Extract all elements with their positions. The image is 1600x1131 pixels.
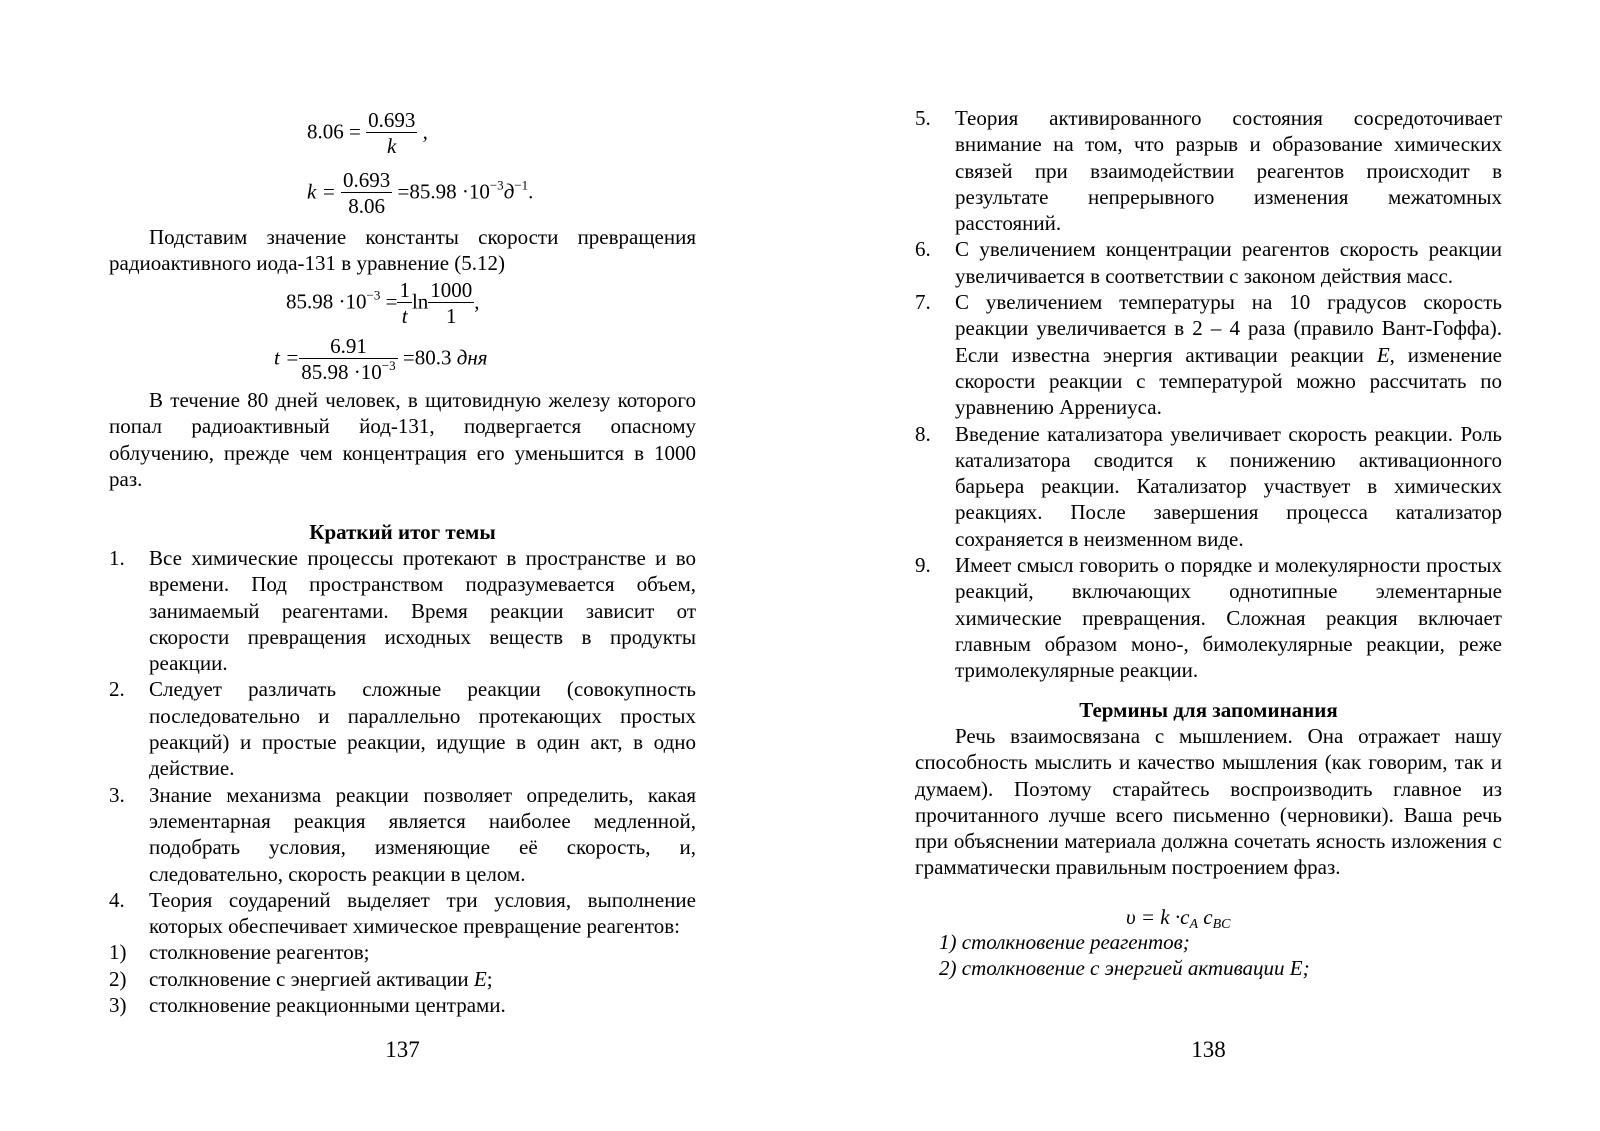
sub-list-item <box>109 966 696 992</box>
summary-list <box>109 545 696 1018</box>
list-item-text: Введение катализатора увеличивает скорость реакции. Роль катализатора сводится к понижению активационного барьера реакции. Катализатор участвует в химических реакциях. После завершения процесса катализатор сохраняется в неизменном виде. <box>955 421 1502 551</box>
sub-list-item-number: 3) <box>109 993 127 1018</box>
formula-2-unit: д <box>503 179 515 204</box>
list-item-text: Имеет смысл говорить о порядке и молекулярности простых реакций, включающих однотипные элементарные химические превращения. Сложная реакция включает главным образом моно-, бимолекулярные реакции, реже тримолекулярные реакции. <box>955 553 1502 683</box>
formula-2 <box>307 168 533 219</box>
formula-1-numerator: 0.693 <box>368 108 416 132</box>
formula-4-lhs: t = <box>274 345 300 370</box>
variable-e: E <box>1376 342 1390 367</box>
sub-list-item-text: столкновение реагентов; <box>149 940 370 965</box>
sub-list-item-text: столкновение реакционными центрами. <box>149 993 506 1018</box>
list-item-text-b: , изменение скорости реакции с температурой можно рассчитать по уравнению Аррениуса. <box>955 342 1503 420</box>
list-item-number: 6. <box>915 237 931 262</box>
list-item <box>109 782 696 887</box>
formula-3-exponent: −3 <box>366 287 381 303</box>
formula-2-unit-exponent: −1 <box>514 177 529 193</box>
list-item-number: 5. <box>915 106 931 130</box>
italic-line-2: 2) столкновение с энергией активации E; <box>939 956 1310 980</box>
italic-line-1: 1) столкновение реагентов; <box>939 930 1190 954</box>
formula-1-fraction <box>366 108 417 159</box>
rate-formula-lhs: υ = k ·c <box>1126 905 1190 929</box>
formula-3-denominator-2: 1 <box>446 304 457 328</box>
formula-3-fraction-2 <box>428 278 474 329</box>
left-page <box>109 0 696 1131</box>
list-item-text: С увеличением концентрации реагентов скорость реакции увеличивается в соответствии с законом действия масс. <box>955 237 1502 288</box>
rate-formula-subscript-bc: BC <box>1212 917 1231 932</box>
list-item-number: 3. <box>109 782 125 807</box>
list-item-number: 2. <box>109 677 125 702</box>
sub-list-item-text-main: столкновение с энергией активации <box>149 966 469 991</box>
formula-4 <box>274 334 488 385</box>
variable-e: E <box>473 966 487 991</box>
formula-3-numerator-1: 1 <box>399 278 410 302</box>
sub-list-item-number: 1) <box>109 940 127 965</box>
list-item-number: 9. <box>915 553 931 578</box>
list-item <box>915 236 1502 289</box>
sub-list-item <box>109 939 696 965</box>
paragraph-speech: Речь взаимосвязана с мышлением. Она отражает нашу способность мыслить и качество мышления (как говорим, так и думаем). Поэтому старайтесь воспроизводить главное из прочитанного лучше всего письменно (черновики). Ваша речь при объяснении материала должна сочетать ясность изложения с грамматически правильным построением фраз. <box>915 724 1502 880</box>
list-item <box>109 545 696 676</box>
formula-2-rhs: =85.98 ·10 <box>397 179 490 204</box>
formula-4-numerator: 6.91 <box>299 334 397 359</box>
list-item-number: 1. <box>109 546 125 570</box>
formula-3-ln: ln <box>411 289 429 314</box>
paragraph-conclusion: В течение 80 дней человек, в щитовидную железу которого попал радиоактивный йод-131, подвергается опасному облучению, прежде чем концентрация его уменьшится в 1000 раз. <box>109 388 696 491</box>
sub-list-item-text <box>149 966 696 992</box>
formula-4-unit: дня <box>456 345 488 370</box>
sub-list-item-number: 2) <box>109 966 127 991</box>
formula-1-tail: , <box>422 119 428 144</box>
list-item-text: Следует различать сложные реакции (совокупность последовательно и параллельно протекающих простых реакций) и простые реакции, идущие в один акт, в одно действие. <box>149 677 696 781</box>
sub-list-item <box>109 992 696 1018</box>
right-page <box>915 0 1502 1131</box>
formula-3-denominator-1: t <box>401 304 408 328</box>
list-item <box>915 105 1502 236</box>
formula-4-denominator-base: 85.98 ·10 <box>301 360 382 384</box>
formula-2-numerator: 0.693 <box>343 168 391 192</box>
list-item <box>915 552 1502 683</box>
page-number: 137 <box>385 1037 420 1062</box>
heading-terms: Термины для запоминания <box>1079 698 1338 722</box>
list-item-text: Теория активированного состояния сосредоточивает внимание на том, что разрыв и образование химических связей при взаимодействии реагентов происходит в результате непрерывного изменения межатомных расстояний. <box>955 106 1502 236</box>
list-item-text <box>955 289 1502 420</box>
list-item-text-a: С увеличением температуры на 10 градусов скорость реакции увеличивается в 2 – 4 раза (правило Вант-Гоффа). Если известна энергия активации реакции <box>955 290 1502 367</box>
rate-formula <box>1126 905 1230 930</box>
sub-list-item-tail: ; <box>486 966 493 991</box>
heading-summary: Краткий итог темы <box>309 520 496 544</box>
list-item-text: Знание механизма реакции позволяет определить, какая элементарная реакция является наиболее медленной, подобрать условия, изменяющие её скорость, и, следовательно, скорость реакции в целом. <box>149 782 696 886</box>
formula-2-lhs: k = <box>307 179 336 204</box>
formula-4-fraction <box>299 334 397 385</box>
formula-1-denominator: k <box>387 134 397 158</box>
formula-3-numerator-2: 1000 <box>430 278 473 302</box>
rate-formula-mid: c <box>1198 905 1213 929</box>
formula-3-lhs: 85.98 ·10 <box>286 289 367 314</box>
formula-4-denominator-exponent: −3 <box>381 358 396 373</box>
formula-1 <box>307 108 428 159</box>
list-item-number: 7. <box>915 290 931 315</box>
formula-2-fraction <box>341 168 392 219</box>
formula-3-equals: = <box>385 289 398 314</box>
list-item-number: 8. <box>915 421 931 446</box>
list-item <box>915 289 1502 420</box>
list-item-number: 4. <box>109 887 125 912</box>
list-item <box>109 676 696 781</box>
list-item-text: Все химические процессы протекают в пространстве и во времени. Под пространством подразумевается объем, занимаемый реагентами. Время реакции зависит от скорости превращения исходных веществ в продукты реакции. <box>149 546 696 676</box>
formula-2-denominator: 8.06 <box>348 194 385 218</box>
formula-3-fraction-1 <box>397 278 412 329</box>
formula-1-lhs: 8.06 = <box>307 119 361 144</box>
formula-4-denominator <box>299 359 397 385</box>
formula-3-tail: , <box>474 289 480 314</box>
formula-3 <box>286 278 480 329</box>
list-item-text: Теория соударений выделяет три условия, выполнение которых обеспечивает химическое превращение реагентов: <box>149 887 696 939</box>
paragraph-substitute: Подставим значение константы скорости превращения радиоактивного иода-131 в уравнение (5.12) <box>109 225 696 276</box>
formula-2-exponent: −3 <box>489 177 504 193</box>
formula-4-rhs: =80.3 <box>402 345 452 370</box>
list-item <box>109 887 696 940</box>
summary-list-continued <box>915 105 1502 684</box>
page-number: 138 <box>1191 1037 1226 1062</box>
rate-formula-subscript-a: A <box>1189 917 1199 932</box>
list-item <box>915 421 1502 552</box>
formula-2-tail: . <box>528 179 534 204</box>
